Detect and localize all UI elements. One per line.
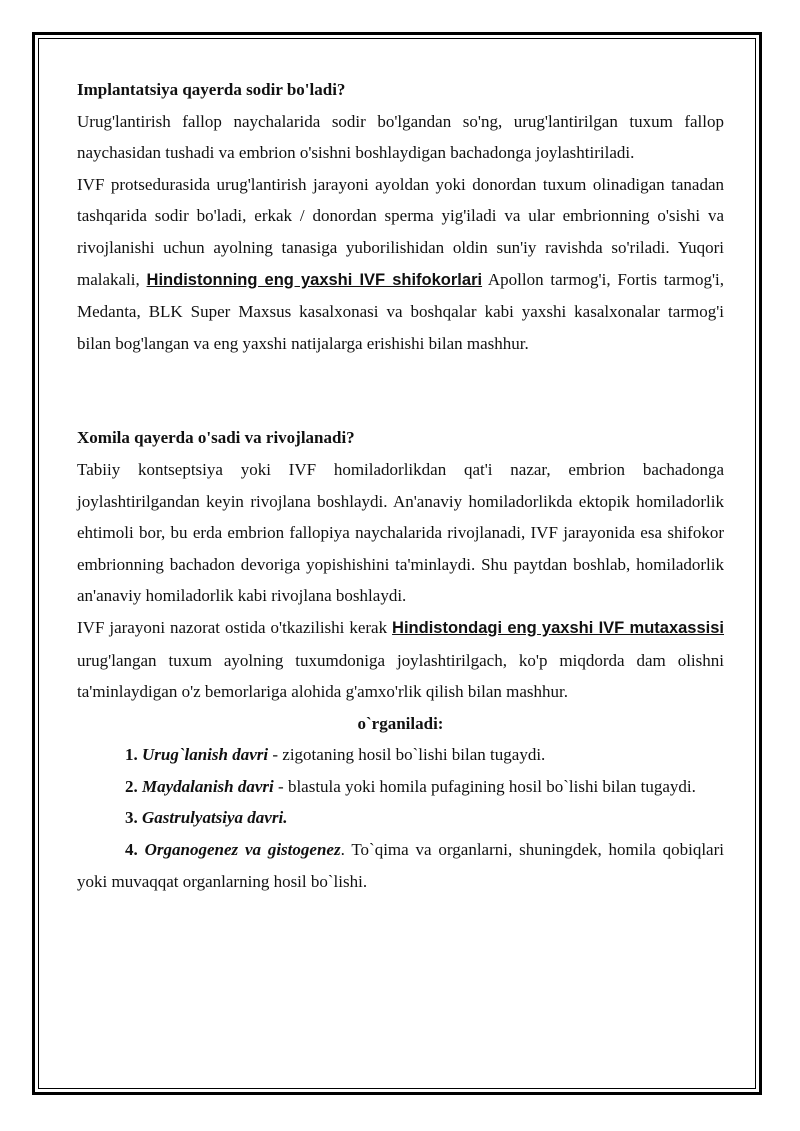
ivf-doctors-link[interactable]: Hindistonning eng yaxshi IVF shifokorlari: [146, 270, 483, 289]
section3-heading: o`rganiladi:: [357, 713, 444, 733]
list-item-title: Gastrulyatsiya davri.: [142, 808, 288, 828]
list-item-number: 2.: [125, 776, 138, 796]
list-item-title: Urug`lanish davri: [142, 745, 269, 765]
list-item-text: - blastula yoki homila pufagining hosil bo`lishi bilan tugaydi.: [273, 776, 696, 796]
section2-paragraph-2: [77, 612, 724, 708]
section2-paragraph-1: Tabiiy kontseptsiya yoki IVF homiladorlikdan qat'i nazar, embrion bachadonga joylashtirilgandan keyin rivojlana boshlaydi. An'anaviy homiladorlikda ektopik homiladorlik ehtimoli bor, bu erda embrion fallopiya naychalarida rivojlanadi, IVF jarayonida esa shifokor embrionning bachadon devoriga yopishishini ta'minlaydi. Shu paytdan boshlab, homiladorlik an'anaviy homiladorlik kabi rivojlana boshlaydi.: [77, 459, 724, 606]
list-item: [77, 739, 724, 771]
list-item-number: 3.: [125, 808, 138, 828]
list-item: [77, 771, 724, 803]
section1-paragraph-2-text-b: Apollon tarmog'i, Fortis tarmog'i, Medanta, BLK Super Maxsus kasalxonasi va boshqalar kabi yaxshi kasalxonalar tarmog'i bilan bog'langan va eng yaxshi natijalarga erishishi bilan mashhur.: [77, 269, 724, 353]
ivf-specialist-link[interactable]: Hindistondagi eng yaxshi IVF mutaxassisi: [392, 618, 725, 637]
section1-paragraph-1: Urug'lantirish fallop naychalarida sodir bo'lgandan so'ng, urug'lantirilgan tuxum fallop naychasidan tushadi va embrion o'sishni boshlaydigan bachadonga joylashtiriladi.: [77, 111, 724, 163]
section2-heading: Xomila qayerda o'sadi va rivojlanadi?: [77, 428, 355, 448]
list-item-number: 1.: [125, 745, 138, 765]
list-item-text: - zigotaning hosil bo`lishi bilan tugaydi.: [268, 745, 546, 765]
section1-paragraph-2: [77, 169, 724, 360]
list-item-title: Organogenez va gistogenez: [144, 840, 341, 860]
section1-paragraph-2-text-a: IVF protsedurasida urug'lantirish jarayoni ayoldan yoki donordan tuxum olinadigan tanadan tashqarida sodir bo'ladi, erkak / donordan sperma yig'iladi va ular embrionning o'sishi va rivojlanishi uchun ayolning tanasiga yuborilishidan oldin sun'iy ravishda so'riladi. Yuqori malakali,: [77, 174, 724, 289]
document-body: [77, 74, 724, 897]
list-item: [77, 802, 724, 834]
list-item-title: Maydalanish davri: [142, 776, 274, 796]
section1-heading: Implantatsiya qayerda sodir bo'ladi?: [77, 80, 346, 99]
section2-paragraph-2-text-b: urug'langan tuxum ayolning tuxumdoniga joylashtirilgach, ko'p miqdorda dam olishni ta'minlaydigan o'z bemorlariga alohida g'amxo'rlik qilish bilan mashhur.: [77, 650, 724, 702]
section2-paragraph-2-text-a: IVF jarayoni nazorat ostida o'tkazilishi kerak: [77, 617, 393, 637]
list-item-number: 4.: [125, 840, 138, 860]
list-item-text: . To`qima va organlarni, shuningdek, homila qobiqlari yoki muvaqqat organlarning hosil bo`lishi.: [77, 840, 724, 891]
list-item: [77, 834, 724, 897]
section-spacer: [77, 359, 724, 422]
